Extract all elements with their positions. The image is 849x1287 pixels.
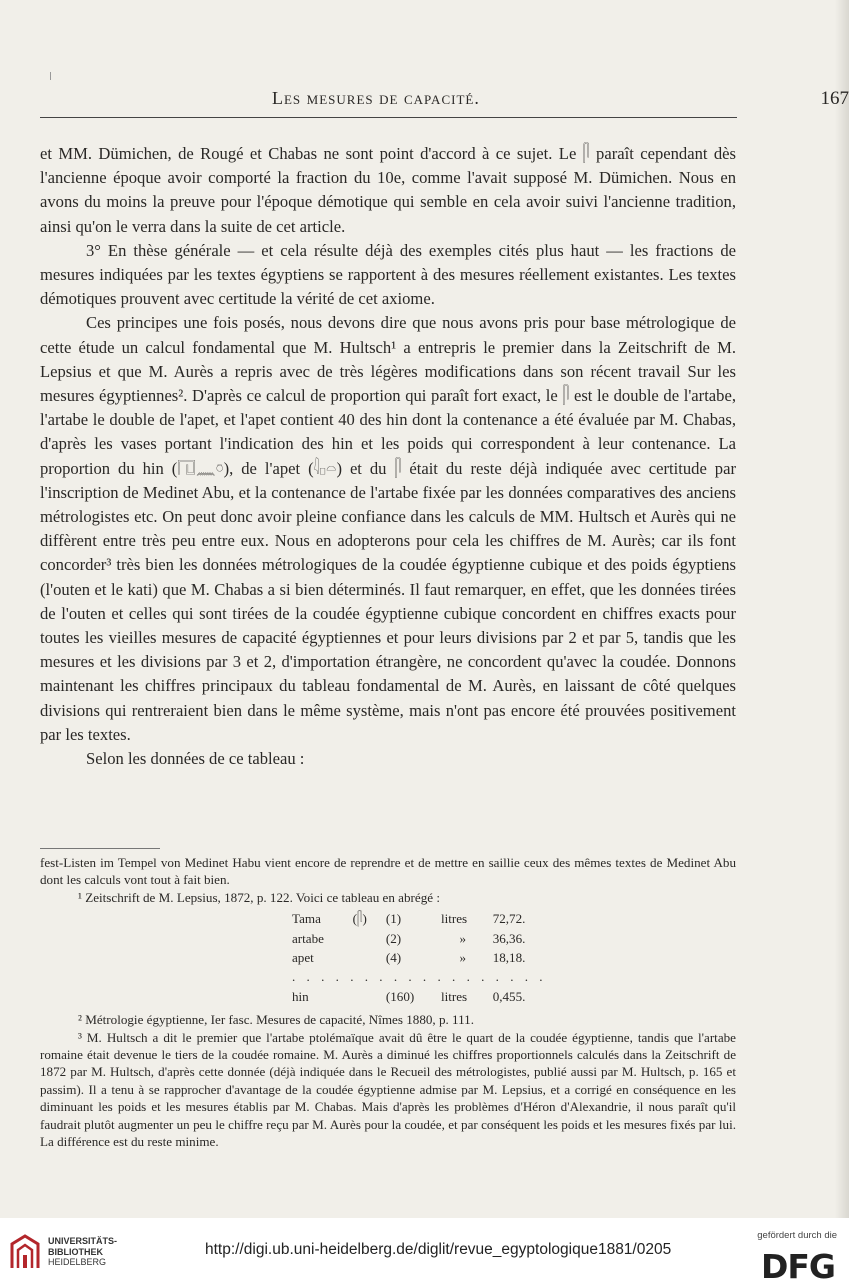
measure-value: 36,36. (492, 930, 526, 946)
table-row (292, 968, 553, 985)
table-row (292, 930, 553, 947)
measure-name: hin (292, 988, 309, 1004)
page-edge-shadow (835, 0, 849, 1218)
table-row (292, 949, 553, 966)
measure-unit: litres (440, 988, 468, 1004)
paragraph: Selon les données de ce tableau : (86, 749, 305, 769)
measure-name: apet (292, 950, 314, 966)
paragraph: Ces principes une fois posés, nous devons dire que nous avons pris pour base métrologique de cette étude un calcul fondamental que M. Hultsch¹ a entrepris le premier dans la Zeitschrift de M. Lepsius et que M. Aurès a repris avec de très légères modifications dans son récent travail Sur les mesures égyptiennes². D'après ce calcul de proportion qui paraît fort exact, le 𓋴 est le double de l'artabe, l'artabe le double de l'apet, et l'apet contient 40 des hin dont la contenance a été évaluée par M. Chabas, d'après les vases portant l'indication des hin et les poids qui correspondent à leur contenance. La proportion du hin (𓉔𓈖𓏌), de l'apet (𓇋𓊪𓏏) et du 𓋴 était du reste déjà indiquée avec certitude par l'inscription de Medinet Abu, et la contenance de l'artabe fixée par les données comparatives des anciens métrologistes etc. On peut donc avoir pleine confiance dans les calculs de MM. Hultsch et Aurès qui ne diffèrent entre très peu entre eux. Nous en adopterons pour cela les chiffres de M. Aurès; car ils font concorder³ très bien les données métrologiques de la coudée égyptienne cubique et des poids égyptiens (l'outen et le kati) que M. Chabas a si bien déterminés. Il faut remarquer, en effet, que les données tirées de l'outen et celles qui sont tirées de la coudée égyptienne cubique concordent en chiffres exacts pour toutes les vieilles mesures de capacité égyptiennes et pour leurs divisions par 2 et par 5, tandis que les mesures et les divisions par 3 et 2, d'importation étrangère, ne concordent qu'avec la coudée. Donnons maintenant les chiffres principaux du tableau fondamental de M. Aurès, en laissant de côté quelques divisions qui rentreraient bien dans le même système, mais n'ont pas encore été prouvées positivement par les textes. (40, 313, 736, 744)
footnote-1: ¹ Zeitschrift de M. Lepsius, 1872, p. 122. Voici ce tableau en abrégé : (78, 889, 440, 905)
header-rule (40, 117, 737, 118)
paragraph: 3° En thèse générale — et cela résulte déjà des exemples cités plus haut — les fractions de mesures indiquées par les textes égyptiens se rapportent à des mesures réellement existantes. Les textes démotiques prouvent avec certitude la vérité de cet axiome. (40, 240, 736, 309)
measure-value: 18,18. (492, 950, 526, 966)
footnotes (40, 854, 736, 1151)
main-text (40, 142, 736, 771)
sponsor-text: gefördert durch die (757, 1230, 837, 1241)
footnote-2: ² Métrologie égyptienne, Ier fasc. Mesures de capacité, Nîmes 1880, p. 111. (78, 1012, 475, 1028)
measure-name: artabe (292, 930, 324, 946)
library-name-line: BIBLIOTHEK (48, 1246, 103, 1257)
measure-glyph: (𓋴) (352, 911, 367, 927)
measure-ratio: (1) (385, 911, 402, 927)
table-row (292, 988, 553, 1005)
measure-unit: » (459, 950, 467, 966)
measure-value: 0,455. (492, 988, 526, 1004)
measure-ratio: (160) (385, 988, 415, 1004)
measure-ratio: (4) (385, 950, 402, 966)
measure-glyph (353, 988, 384, 1005)
measure-ratio: (2) (385, 930, 402, 946)
table-dots: . . . . . . . . . . . . . . . . . . (292, 969, 547, 985)
measure-glyph (353, 949, 384, 966)
dfg-logo[interactable]: DFG (760, 1247, 835, 1286)
library-name-line: UNIVERSITÄTS- (48, 1236, 118, 1246)
measure-value: 72,72. (492, 911, 526, 927)
running-title: Les mesures de capacité. (272, 88, 480, 108)
digitization-footer (0, 1218, 849, 1287)
footnote-3: ³ M. Hultsch a dit le premier que l'artabe ptolémaïque avait dû être le quart de la coudée égyptienne, tandis que l'artabe romaine était devenue le tiers de la coudée romaine. M. Aurès a diminué les chiffres proportionnels calculés dans la Zeitschrift de 1872 par M. Hultsch, d'après cette donnée (déjà indiquée dans le Recueil des métrologistes, publié aussi par M. Hultsch, p. 165 et passim). Il a tenu à se rapprocher d'avantage de la coudée égyptienne admise par M. Lepsius, et a corrigé en conséquence en les diminuant les poids et les mesures établis par M. Chabas. Mais d'après les problèmes d'Héron d'Alexandrie, il nous paraît qu'il faudrait plutôt augmenter un peu le chiffre reçu par M. Aurès pour la coudée, et par conséquent les poids et les mesures fixés par lui. La différence est du reste minime. (40, 1029, 736, 1150)
library-name (48, 1236, 117, 1268)
paragraph: et MM. Dümichen, de Rougé et Chabas ne sont point d'accord à ce sujet. Le 𓋴 paraît cependant dès l'ancienne époque avoir comporté la fraction du 10e, comme l'avait supposé M. Dümichen. Nous en avons du moins la preuve pour l'époque démotique qui semble en cela avoir suivi l'ancienne tradition, ainsi qu'on le verra dans la suite de cet article. (40, 144, 736, 236)
scan-mark (50, 72, 51, 80)
university-library-logo-icon[interactable] (8, 1234, 42, 1270)
footnote-continuation: fest-Listen im Tempel von Medinet Habu vient encore de reprendre et de mettre en saillie ceux des mêmes textes de Medinet Abu dont les calculs vont tout à fait bien. (40, 855, 736, 888)
measure-table (290, 908, 555, 1007)
library-name-line: HEIDELBERG (48, 1257, 107, 1267)
page-number: 167 (820, 88, 849, 109)
measure-name: Tama (292, 911, 321, 927)
footnote-separator (40, 848, 160, 849)
measure-unit: litres (440, 911, 468, 927)
permalink[interactable]: http://digi.ub.uni-heidelberg.de/diglit/revue_egyptologique1881/0205 (205, 1241, 672, 1258)
measure-unit: » (459, 930, 467, 946)
table-row (292, 910, 553, 927)
measure-glyph (353, 930, 384, 947)
